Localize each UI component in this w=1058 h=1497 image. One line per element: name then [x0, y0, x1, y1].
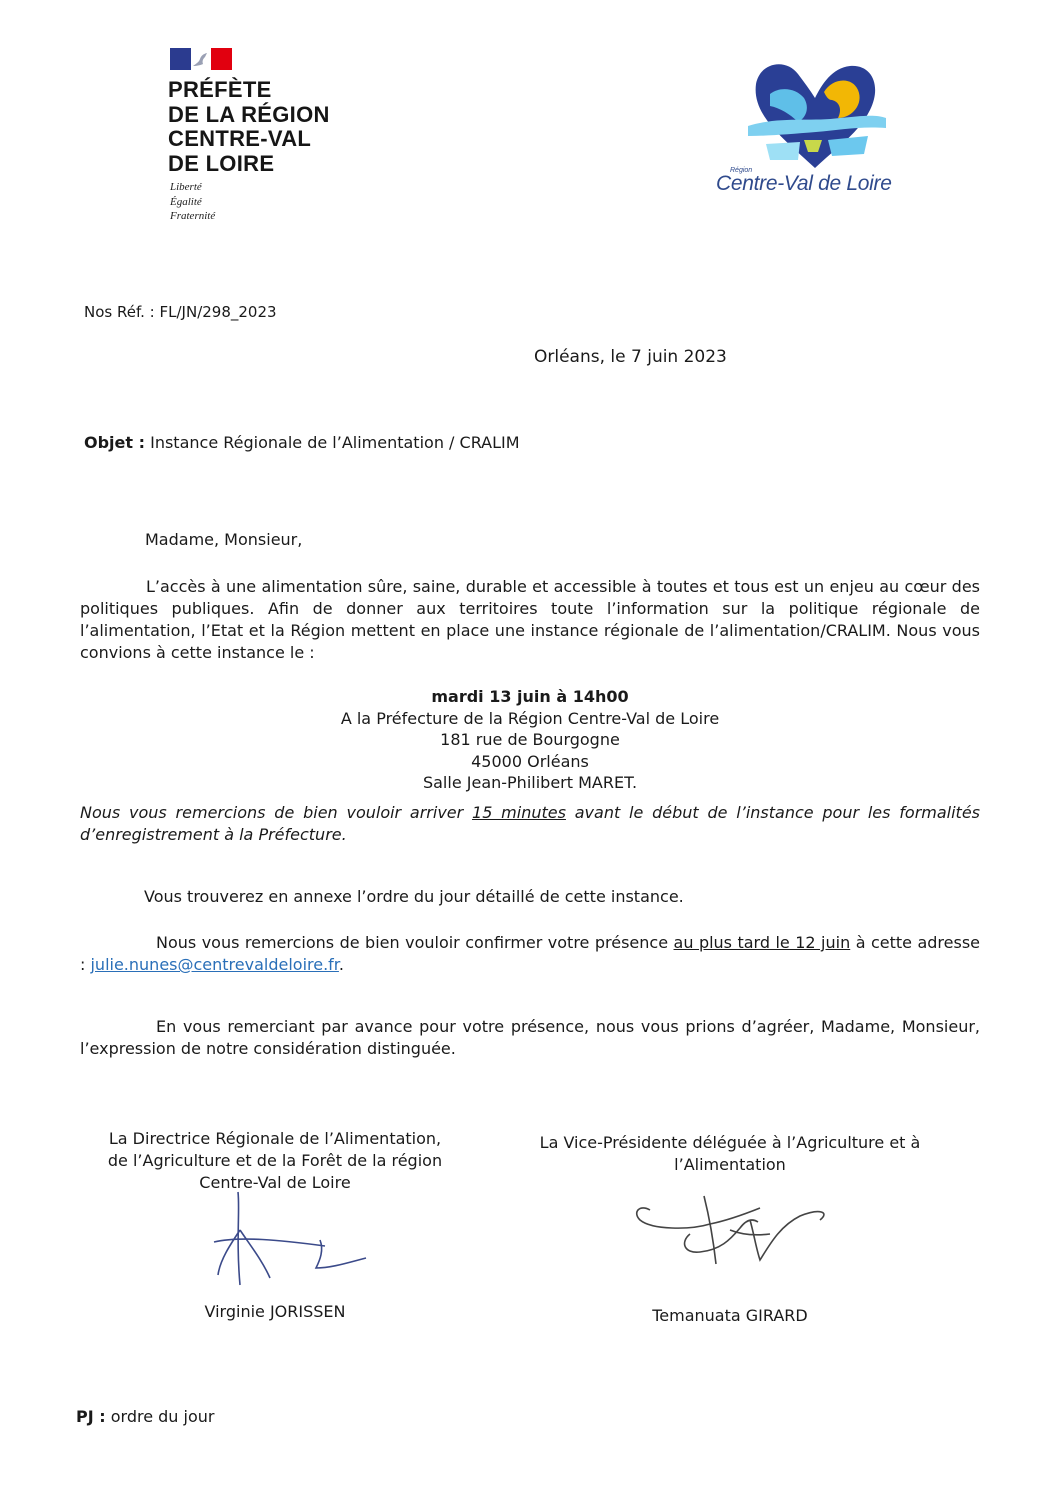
prefecture-title-line: DE LA RÉGION — [168, 101, 330, 127]
arrival-note — [80, 802, 980, 846]
meeting-datetime: mardi 13 juin à 14h00 — [431, 687, 629, 706]
motto-line: Égalité — [170, 195, 202, 208]
subject-line — [84, 433, 520, 452]
salutation: Madame, Monsieur, — [145, 530, 303, 549]
reference-number: Nos Réf. : FL/JN/298_2023 — [84, 303, 277, 321]
motto-line: Liberté — [170, 181, 202, 193]
intro-paragraph: L’accès à une alimentation sûre, saine, durable et accessible à toutes et tous est un enjeu au cœur des politiques publiques. Afin de donner aux territoires toute l’information sur la politique régionale de l’alimentation, l’Etat et la Région mettent en place une instance régionale de l’alimentation/CRALIM. Nous vous convions à cette instance le : — [80, 577, 980, 662]
note-text-end: avant le début de l’instance pour les formalités d’enregistrement à la Préfecture. — [80, 803, 981, 844]
left-title-line: de l’Agriculture et de la Forêt de la région — [107, 1151, 443, 1170]
attachment-line — [76, 1407, 214, 1426]
note-duration: 15 minutes — [472, 803, 566, 822]
left-title-line: Centre-Val de Loire — [199, 1173, 351, 1192]
meeting-details — [280, 686, 780, 794]
left-handwritten-signature — [210, 1190, 380, 1290]
meeting-room: Salle Jean-Philibert MARET. — [422, 773, 638, 792]
confirmation-deadline: au plus tard le 12 juin — [673, 933, 851, 952]
left-title-line: La Directrice Régionale de l’Alimentation, — [108, 1129, 442, 1148]
closing-paragraph: En vous remerciant par avance pour votre présence, nous vous prions d’agréer, Madame, Monsieur, l’expression de notre considération distinguée. — [80, 1017, 980, 1058]
annex-paragraph: Vous trouverez en annexe l’ordre du jour détaillé de cette instance. — [144, 887, 684, 906]
confirmation-text-middle: à cette adresse : — [80, 933, 981, 974]
republic-motto — [170, 180, 215, 224]
french-flag-logo — [170, 48, 232, 70]
prefecture-title — [168, 78, 330, 176]
meeting-city: 45000 Orléans — [471, 751, 589, 771]
marianne-profile-icon — [191, 48, 211, 70]
region-name: Centre-Val de Loire — [716, 172, 892, 195]
prefecture-title-line: DE LOIRE — [168, 150, 275, 176]
right-title-line: l’Alimentation — [674, 1155, 786, 1174]
region-heart-logo — [740, 56, 890, 176]
region-prefix: Région — [730, 167, 753, 174]
left-signatory-title — [80, 1128, 470, 1194]
attachment-text: ordre du jour — [110, 1407, 215, 1426]
meeting-street: 181 rue de Bourgogne — [440, 730, 620, 749]
date-line: Orléans, le 7 juin 2023 — [534, 347, 727, 367]
confirmation-text-end: . — [338, 955, 345, 974]
attachment-label: PJ : — [76, 1407, 106, 1426]
right-signatory-title — [510, 1132, 950, 1176]
note-text: Nous vous remercions de bien vouloir arriver — [80, 803, 473, 822]
left-signatory-name: Virginie JORISSEN — [204, 1302, 346, 1321]
right-title-line: La Vice-Présidente déléguée à l’Agriculture et à — [539, 1133, 921, 1152]
right-handwritten-signature — [630, 1190, 840, 1270]
email-link[interactable]: julie.nunes@centrevaldeloire.fr — [90, 955, 339, 974]
confirmation-text: Nous vous remercions de bien vouloir confirmer votre présence — [156, 933, 674, 952]
right-signatory-name: Temanuata GIRARD — [652, 1306, 808, 1325]
subject-text: Instance Régionale de l’Alimentation / CRALIM — [150, 433, 520, 452]
confirmation-paragraph — [80, 932, 980, 976]
prefecture-title-line: PRÉFÈTE — [168, 77, 272, 102]
prefecture-title-line: CENTRE-VAL — [168, 126, 312, 151]
motto-line: Fraternité — [170, 210, 216, 222]
subject-label: Objet : — [84, 433, 146, 452]
meeting-place: A la Préfecture de la Région Centre-Val de Loire — [340, 708, 720, 728]
